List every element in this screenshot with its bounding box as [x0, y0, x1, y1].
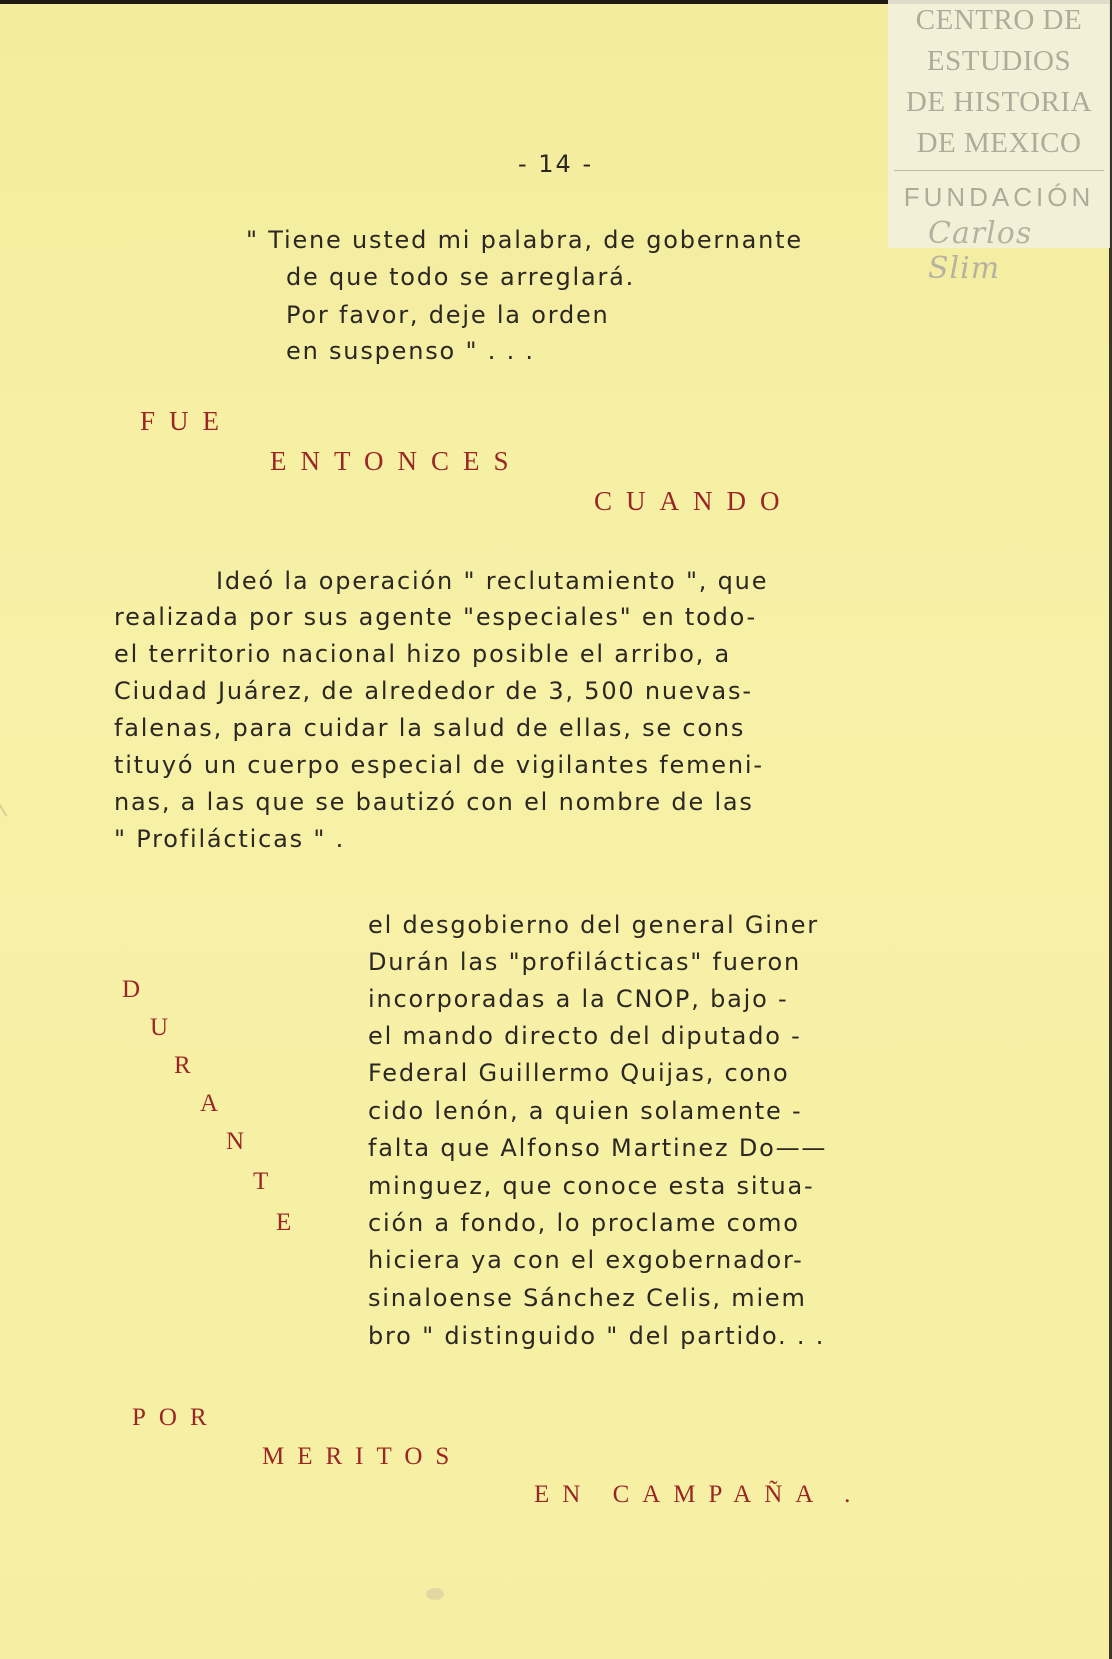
paragraph-line: Ideó la operación " reclutamiento ", que: [216, 567, 769, 595]
page-number: - 14 -: [518, 150, 594, 178]
quote-line: de que todo se arreglará.: [286, 263, 636, 291]
paragraph-line: ción a fondo, lo proclame como: [368, 1209, 800, 1237]
paragraph-line: falenas, para cuidar la salud de ellas, se cons: [114, 714, 746, 742]
paragraph-line: nas, a las que se bautizó con el nombre de las: [114, 788, 754, 816]
watermark-foundation: FUNDACIÓN: [903, 182, 1095, 212]
vertical-letter: R: [174, 1052, 191, 1079]
heading-por: POR: [132, 1404, 220, 1431]
paragraph-line: cido lenón, a quien solamente -: [368, 1097, 803, 1125]
heading-entonces: ENTONCES: [270, 446, 523, 476]
paragraph-line: " Profilácticas " .: [114, 825, 346, 853]
paragraph-line: el territorio nacional hizo posible el arribo, a: [114, 640, 732, 668]
paragraph-line: el desgobierno del general Giner: [368, 911, 819, 939]
paragraph-line: bro " distinguido " del partido. . .: [368, 1322, 826, 1350]
quote-line: Por favor, deje la orden: [286, 301, 610, 329]
quote-line: en suspenso " . . .: [286, 337, 535, 365]
watermark-divider: [894, 170, 1104, 171]
paragraph-line: tituyó un cuerpo especial de vigilantes femeni-: [114, 751, 764, 779]
paragraph-line: sinaloense Sánchez Celis, miem: [368, 1284, 807, 1312]
quote-line: " Tiene usted mi palabra, de gobernante: [246, 226, 803, 254]
heading-en-campana: EN CAMPAÑA .: [534, 1481, 864, 1508]
watermark-line: DE HISTORIA: [905, 86, 1093, 118]
archive-watermark: [888, 0, 1110, 286]
paragraph-line: Ciudad Juárez, de alrededor de 3, 500 nuevas-: [114, 677, 753, 705]
paper-stain: [426, 1588, 444, 1600]
paragraph-line: incorporadas a la CNOP, bajo -: [368, 985, 789, 1013]
paragraph-line: hiciera ya con el exgobernador-: [368, 1246, 804, 1274]
vertical-letter: N: [226, 1128, 245, 1155]
heading-cuando: CUANDO: [594, 486, 794, 516]
paragraph-line: realizada por sus agente "especiales" en todo-: [114, 603, 758, 631]
vertical-letter: U: [150, 1014, 169, 1041]
paper-edge-mark: [0, 793, 19, 817]
heading-fue: FUE: [140, 406, 234, 436]
watermark-signature: Carlos Slim: [928, 216, 1033, 286]
vertical-letter: A: [200, 1090, 219, 1117]
paragraph-line: minguez, que conoce esta situa-: [368, 1172, 815, 1200]
vertical-letter: D: [122, 976, 141, 1003]
watermark-line: ESTUDIOS: [926, 45, 1072, 77]
paragraph-line: Durán las "profilácticas" fueron: [368, 948, 802, 976]
watermark-line: CENTRO DE: [915, 4, 1083, 36]
heading-meritos: MERITOS: [262, 1443, 463, 1470]
watermark-line: DE MEXICO: [916, 127, 1082, 159]
paragraph-line: falta que Alfonso Martinez Do——: [368, 1134, 828, 1162]
paragraph-line: Federal Guillermo Quijas, cono: [368, 1059, 790, 1087]
vertical-letter: E: [276, 1209, 292, 1236]
vertical-letter: T: [253, 1168, 269, 1195]
paragraph-line: el mando directo del diputado -: [368, 1022, 802, 1050]
